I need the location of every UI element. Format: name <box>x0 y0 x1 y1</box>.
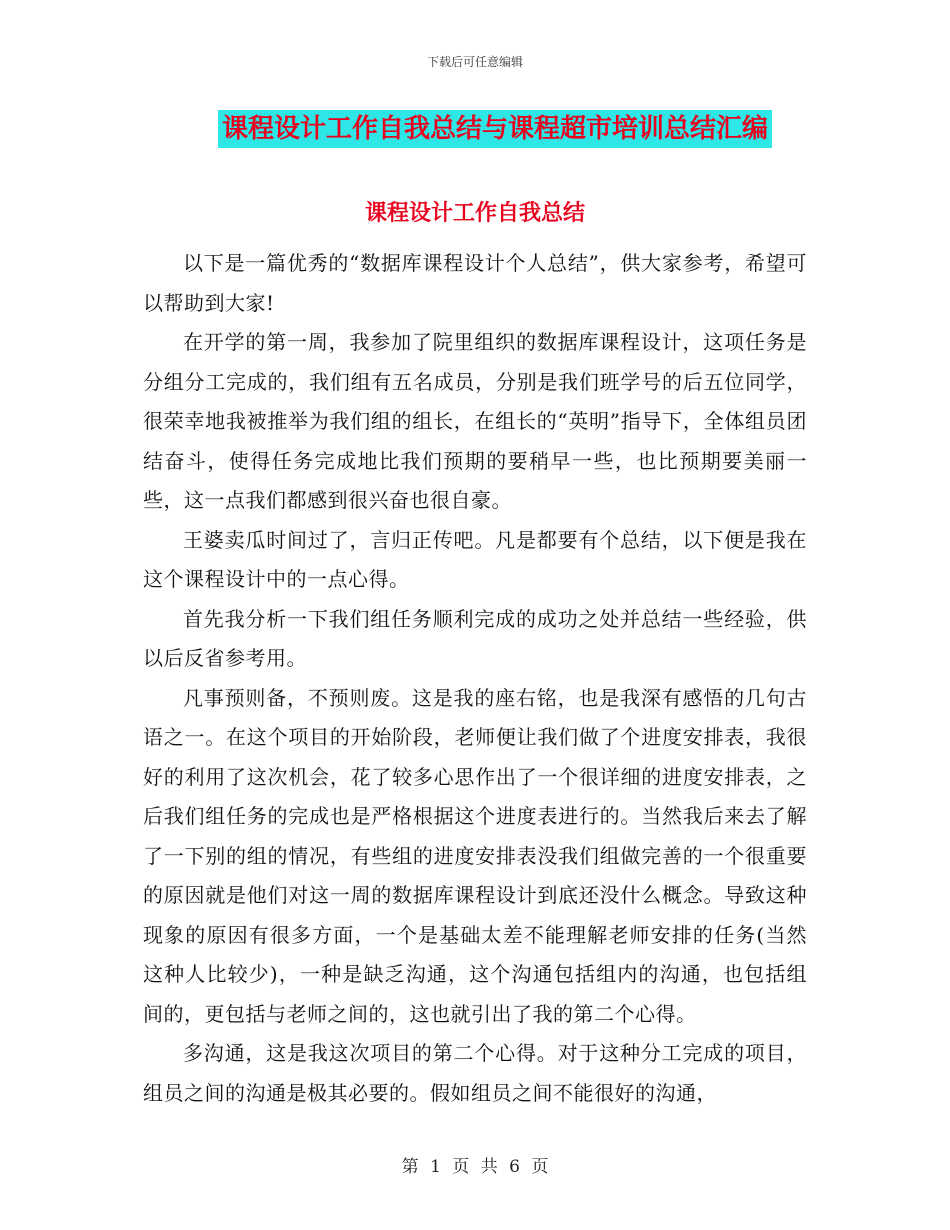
paragraph: 首先我分析一下我们组任务顺利完成的成功之处并总结一些经验，供以后反省参考用。 <box>143 606 807 670</box>
header-note: 下载后可任意编辑 <box>426 55 523 69</box>
paragraph: 凡事预则备，不预则废。这是我的座右铭，也是我深有感悟的几句古语之一。在这个项目的开始阶段，老师便让我们做了个进度安排表，我很好的利用了这次机会，花了较多心思作出了一个很详细的进度安排表，之后我们组任务的完成也是严格根据这个进度表进行的。当然我后来去了解了一下别的组的情况，有些组的进度安排表没我们组做完善的一个很重要的原因就是他们对这一周的数据库课程设计到底还没什么概念。导致这种现象的原因有很多方面，一个是基础太差不能理解老师安排的任务(当然这种人比较少)，一种是缺乏沟通，这个沟通包括组内的沟通，也包括组间的，更包括与老师之间的，这也就引出了我的第二个心得。 <box>143 685 807 1026</box>
body-text <box>143 244 807 1113</box>
paragraph: 王婆卖瓜时间过了，言归正传吧。凡是都要有个总结，以下便是我在这个课程设计中的一点心得。 <box>143 527 807 591</box>
paragraph: 在开学的第一周，我参加了院里组织的数据库课程设计，这项任务是分组分工完成的，我们组有五名成员，分别是我们班学号的后五位同学，很荣幸地我被推举为我们组的组长，在组长的“英明”指导下，全体组员团结奋斗，使得任务完成地比我们预期的要稍早一些，也比预期要美丽一些，这一点我们都感到很兴奋也很自豪。 <box>143 330 807 512</box>
paragraph: 多沟通，这是我这次项目的第二个心得。对于这种分工完成的项目，组员之间的沟通是极其必要的。假如组员之间不能很好的沟通， <box>143 1041 807 1105</box>
document-title-container <box>0 110 950 148</box>
document-title: 课程设计工作自我总结与课程超市培训总结汇编 <box>218 110 772 148</box>
paragraph: 以下是一篇优秀的“数据库课程设计个人总结”，供大家参考，希望可以帮助到大家! <box>143 251 807 315</box>
page-footer: 第 1 页 共 6 页 <box>401 1157 549 1177</box>
section-title: 课程设计工作自我总结 <box>364 201 585 226</box>
